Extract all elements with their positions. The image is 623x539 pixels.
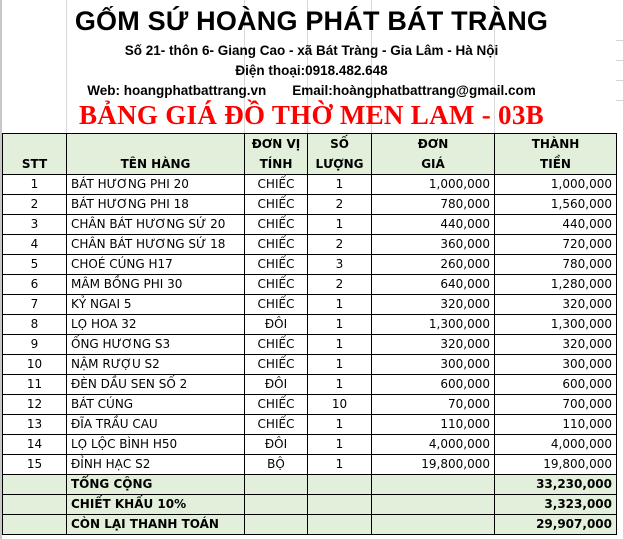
cell-item-name[interactable]: CHOÉ CÚNG H17	[67, 255, 245, 275]
cell-quantity[interactable]: 2	[308, 235, 372, 255]
table-header-row	[3, 134, 617, 155]
cell-item-name[interactable]: KỶ NGAI 5	[67, 295, 245, 315]
cell-unit-price[interactable]: 320,000	[372, 335, 495, 355]
summary-value[interactable]: 33,230,000	[495, 475, 617, 495]
cell-stt[interactable]: 8	[3, 315, 67, 335]
total-row	[3, 475, 617, 495]
cell-item-name[interactable]: ĐĨA TRẦU CAU	[67, 415, 245, 435]
cell-line-total[interactable]: 1,280,000	[495, 275, 617, 295]
discount-row	[3, 495, 617, 515]
cell-line-total[interactable]: 110,000	[495, 415, 617, 435]
cell-unit[interactable]: CHIẾC	[245, 175, 308, 195]
cell-item-name[interactable]: CHÂN BÁT HƯƠNG SỨ 20	[67, 215, 245, 235]
cell-stt[interactable]: 15	[3, 455, 67, 475]
col-header-unit: TÍNH	[245, 154, 308, 175]
cell-stt[interactable]: 5	[3, 255, 67, 275]
cell-unit[interactable]: ĐÔI	[245, 435, 308, 455]
cell-stt[interactable]: 13	[3, 415, 67, 435]
cell-line-total[interactable]: 780,000	[495, 255, 617, 275]
cell-item-name[interactable]: ĐÈN DẦU SEN SỐ 2	[67, 375, 245, 395]
cell-line-total[interactable]: 700,000	[495, 395, 617, 415]
table-row	[3, 415, 617, 435]
table-row	[3, 455, 617, 475]
cell-item-name[interactable]: ỐNG HƯƠNG S3	[67, 335, 245, 355]
cell-item-name[interactable]: MÂM BỒNG PHI 30	[67, 275, 245, 295]
summary-label[interactable]: CHIẾT KHẤU 10%	[67, 495, 245, 515]
empty-cell[interactable]	[245, 495, 308, 515]
gridline	[616, 60, 623, 61]
table-row	[3, 295, 617, 315]
cell-item-name[interactable]: ĐỈNH HẠC S2	[67, 455, 245, 475]
cell-line-total[interactable]: 320,000	[495, 335, 617, 355]
website: Web: hoangphatbattrang.vn	[87, 83, 267, 98]
cell-line-total[interactable]: 4,000,000	[495, 435, 617, 455]
cell-quantity[interactable]: 1	[308, 335, 372, 355]
cell-line-total[interactable]: 19,800,000	[495, 455, 617, 475]
table-row	[3, 335, 617, 355]
empty-cell[interactable]	[372, 495, 495, 515]
col-header-qty-top: SỐ	[308, 134, 372, 155]
cell-unit-price[interactable]: 19,800,000	[372, 455, 495, 475]
cell-unit[interactable]: CHIẾC	[245, 215, 308, 235]
cell-item-name[interactable]: LỌ LỘC BÌNH H50	[67, 435, 245, 455]
summary-label[interactable]: CÒN LẠI THANH TOÁN	[67, 515, 245, 535]
cell-line-total[interactable]: 320,000	[495, 295, 617, 315]
cell-stt[interactable]: 2	[3, 195, 67, 215]
col-header-stt-top	[3, 134, 67, 155]
cell-unit[interactable]: BỘ	[245, 455, 308, 475]
cell-unit[interactable]: CHIẾC	[245, 295, 308, 315]
cell-line-total[interactable]: 1,000,000	[495, 175, 617, 195]
empty-cell[interactable]	[3, 495, 67, 515]
table-row	[3, 275, 617, 295]
cell-quantity[interactable]: 1	[308, 455, 372, 475]
empty-cell[interactable]	[308, 475, 372, 495]
gridline	[616, 80, 623, 81]
cell-unit-price[interactable]: 1,300,000	[372, 315, 495, 335]
cell-line-total[interactable]: 600,000	[495, 375, 617, 395]
contact-line	[0, 83, 623, 98]
cell-unit[interactable]: ĐÔI	[245, 375, 308, 395]
cell-unit[interactable]: CHIẾC	[245, 195, 308, 215]
price-list-title: BẢNG GIÁ ĐỒ THỜ MEN LAM - 03B	[79, 100, 544, 130]
cell-unit-price[interactable]: 260,000	[372, 255, 495, 275]
cell-stt[interactable]: 10	[3, 355, 67, 375]
cell-unit[interactable]: CHIẾC	[245, 335, 308, 355]
cell-quantity[interactable]: 1	[308, 435, 372, 455]
summary-value[interactable]: 29,907,000	[495, 515, 617, 535]
cell-quantity[interactable]: 1	[308, 175, 372, 195]
cell-unit-price[interactable]: 320,000	[372, 295, 495, 315]
cell-unit-price[interactable]: 780,000	[372, 195, 495, 215]
amount-due-row	[3, 515, 617, 535]
cell-quantity[interactable]: 1	[308, 375, 372, 395]
col-header-price: GIÁ	[372, 154, 495, 175]
email: Email:hoàngphatbattrang@gmail.com	[292, 83, 536, 98]
cell-item-name[interactable]: NẬM RƯỢU S2	[67, 355, 245, 375]
col-header-qty: LƯỢNG	[308, 154, 372, 175]
col-header-total-top: THÀNH	[495, 134, 617, 155]
cell-quantity[interactable]: 2	[308, 195, 372, 215]
cell-stt[interactable]: 9	[3, 335, 67, 355]
empty-cell[interactable]	[308, 495, 372, 515]
cell-unit-price[interactable]: 600,000	[372, 375, 495, 395]
cell-unit-price[interactable]: 360,000	[372, 235, 495, 255]
cell-line-total[interactable]: 440,000	[495, 215, 617, 235]
company-name: GỐM SỨ HOÀNG PHÁT BÁT TRÀNG	[74, 6, 549, 36]
cell-stt[interactable]: 1	[3, 175, 67, 195]
cell-unit[interactable]: CHIẾC	[245, 395, 308, 415]
col-header-stt: STT	[3, 154, 67, 175]
cell-quantity[interactable]: 10	[308, 395, 372, 415]
table-row	[3, 195, 617, 215]
cell-unit[interactable]: CHIẾC	[245, 235, 308, 255]
empty-cell[interactable]	[372, 475, 495, 495]
cell-unit[interactable]: CHIẾC	[245, 275, 308, 295]
col-header-price-top: ĐƠN	[372, 134, 495, 155]
summary-label[interactable]: TỔNG CỘNG	[67, 475, 245, 495]
table-row	[3, 395, 617, 415]
cell-stt[interactable]: 7	[3, 295, 67, 315]
company-address: Số 21- thôn 6- Giang Cao - xã Bát Tràng - Gia Lâm - Hà Nội	[124, 43, 499, 58]
summary-value[interactable]: 3,323,000	[495, 495, 617, 515]
cell-unit-price[interactable]: 440,000	[372, 215, 495, 235]
price-table	[2, 133, 617, 535]
cell-unit[interactable]: CHIẾC	[245, 355, 308, 375]
table-row	[3, 215, 617, 235]
table-row	[3, 175, 617, 195]
empty-cell[interactable]	[308, 515, 372, 535]
empty-cell[interactable]	[245, 475, 308, 495]
cell-item-name[interactable]: LỌ HOA 32	[67, 315, 245, 335]
cell-item-name[interactable]: BÁT CÚNG	[67, 395, 245, 415]
table-row	[3, 355, 617, 375]
cell-stt[interactable]: 14	[3, 435, 67, 455]
cell-unit-price[interactable]: 110,000	[372, 415, 495, 435]
table-header-row	[3, 154, 617, 175]
cell-quantity[interactable]: 2	[308, 275, 372, 295]
cell-quantity[interactable]: 1	[308, 295, 372, 315]
table-row	[3, 235, 617, 255]
cell-stt[interactable]: 11	[3, 375, 67, 395]
col-header-unit-top: ĐƠN VỊ	[245, 134, 308, 155]
cell-unit-price[interactable]: 300,000	[372, 355, 495, 375]
cell-quantity[interactable]: 1	[308, 355, 372, 375]
cell-unit[interactable]: ĐÔI	[245, 315, 308, 335]
cell-item-name[interactable]: CHÂN BÁT HƯƠNG SỨ 18	[67, 235, 245, 255]
cell-unit-price[interactable]: 70,000	[372, 395, 495, 415]
empty-cell[interactable]	[3, 515, 67, 535]
cell-quantity[interactable]: 1	[308, 315, 372, 335]
cell-stt[interactable]: 12	[3, 395, 67, 415]
table-row	[3, 435, 617, 455]
cell-quantity[interactable]: 1	[308, 415, 372, 435]
cell-line-total[interactable]: 720,000	[495, 235, 617, 255]
empty-cell[interactable]	[372, 515, 495, 535]
cell-item-name[interactable]: BÁT HƯƠNG PHI 18	[67, 195, 245, 215]
cell-unit[interactable]: CHIẾC	[245, 415, 308, 435]
cell-stt[interactable]: 6	[3, 275, 67, 295]
table-row	[3, 315, 617, 335]
table-row	[3, 255, 617, 275]
cell-unit-price[interactable]: 640,000	[372, 275, 495, 295]
cell-line-total[interactable]: 300,000	[495, 355, 617, 375]
cell-line-total[interactable]: 1,560,000	[495, 195, 617, 215]
cell-unit-price[interactable]: 1,000,000	[372, 175, 495, 195]
empty-cell[interactable]	[245, 515, 308, 535]
col-header-name: TÊN HÀNG	[67, 154, 245, 175]
empty-cell[interactable]	[3, 475, 67, 495]
cell-line-total[interactable]: 1,300,000	[495, 315, 617, 335]
col-header-name-top	[67, 134, 245, 155]
cell-quantity[interactable]: 1	[308, 215, 372, 235]
gridline	[616, 40, 623, 41]
cell-item-name[interactable]: BÁT HƯƠNG PHI 20	[67, 175, 245, 195]
table-row	[3, 375, 617, 395]
cell-unit[interactable]: CHIẾC	[245, 255, 308, 275]
cell-quantity[interactable]: 3	[308, 255, 372, 275]
cell-unit-price[interactable]: 4,000,000	[372, 435, 495, 455]
col-header-total: TIỀN	[495, 154, 617, 175]
company-phone: Điện thoại:0918.482.648	[235, 63, 388, 78]
cell-stt[interactable]: 3	[3, 215, 67, 235]
cell-stt[interactable]: 4	[3, 235, 67, 255]
